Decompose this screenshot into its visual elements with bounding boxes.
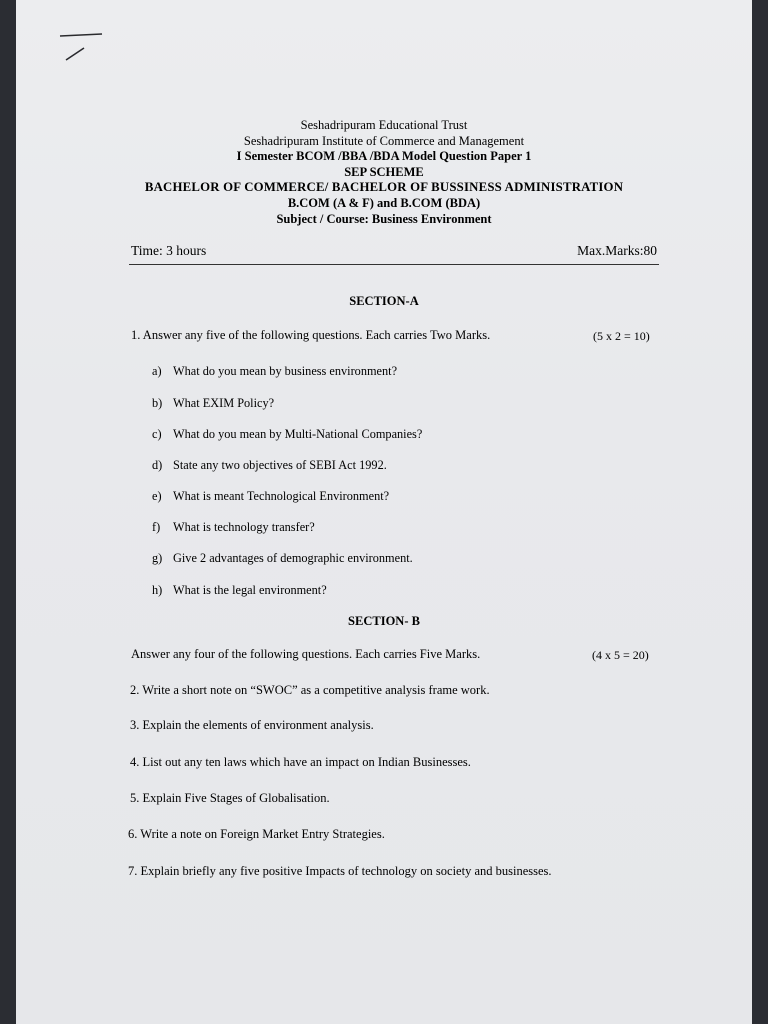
list-item [152,458,387,473]
item-key: e) [152,489,162,503]
question-item: 3. Explain the elements of environment analysis. [130,718,374,732]
question-item: 6. Write a note on Foreign Market Entry Strategies. [128,827,385,841]
section-a-instruction: 1. Answer any five of the following questions. Each carries Two Marks. [131,328,491,342]
item-text: What do you mean by Multi-National Companies? [173,427,423,441]
exam-time: Time: 3 hours [131,243,207,258]
item-text: State any two objectives of SEBI Act 1992. [173,458,387,472]
item-key: a) [152,364,162,378]
item-text: What EXIM Policy? [173,396,275,410]
list-item [152,551,413,566]
section-b-instruction: Answer any four of the following questions. Each carries Five Marks. [131,647,481,661]
paper-title: I Semester BCOM /BBA /BDA Model Question Paper 1 [236,149,532,164]
section-b-marks: (4 x 5 = 20) [592,648,649,662]
question-item: 4. List out any ten laws which have an impact on Indian Businesses. [130,755,471,769]
list-item [152,364,397,379]
list-item [152,520,315,535]
item-key: b) [152,396,163,410]
item-key: f) [152,520,161,534]
institute-name: Seshadripuram Institute of Commerce and Management [243,133,525,148]
max-marks: Max.Marks:80 [577,243,657,258]
item-text: What is meant Technological Environment? [173,489,390,503]
item-key: c) [152,427,162,441]
degree-name: BACHELOR OF COMMERCE/ BACHELOR OF BUSSINESS ADMINISTRATION [144,180,624,195]
pen-mark [56,22,116,72]
trust-name: Seshadripuram Educational Trust [300,118,468,132]
program-names: B.COM (A & F) and B.COM (BDA) [287,195,481,210]
scheme-name: SEP SCHEME [344,164,424,179]
section-a-marks: (5 x 2 = 10) [593,329,650,343]
question-item: 2. Write a short note on “SWOC” as a competitive analysis frame work. [130,683,490,697]
section-b-title: SECTION- B [348,614,420,628]
item-text: What is technology transfer? [173,520,315,534]
question-item: 5. Explain Five Stages of Globalisation. [130,791,330,805]
list-item [152,396,274,411]
list-item [152,427,422,442]
item-text: Give 2 advantages of demographic environment. [173,551,413,565]
list-item [152,583,327,598]
item-text: What do you mean by business environment? [173,364,398,378]
item-key: g) [152,551,163,565]
item-text: What is the legal environment? [173,583,327,597]
list-item [152,489,389,504]
paper-header [0,118,768,227]
item-key: d) [152,458,163,472]
subject-name: Subject / Course: Business Environment [276,211,492,226]
question-item: 7. Explain briefly any five positive Impacts of technology on society and businesses. [128,864,552,878]
header-divider [129,264,659,265]
section-a-title: SECTION-A [349,294,419,308]
item-key: h) [152,583,163,597]
